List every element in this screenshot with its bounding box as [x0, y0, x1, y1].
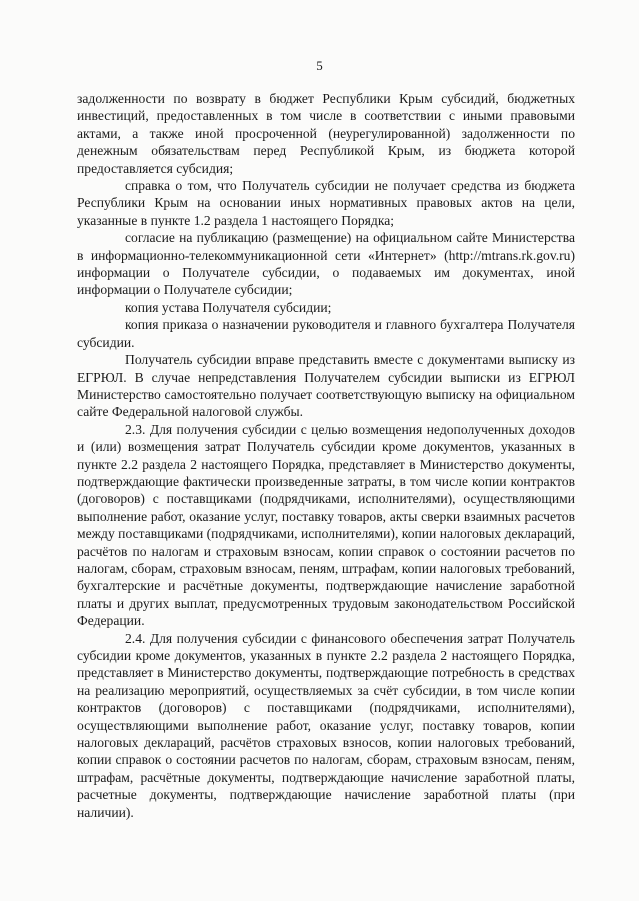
- paragraph: копия приказа о назначении руководителя и главного бухгалтера Получателя субсидии.: [77, 317, 575, 350]
- paragraph: копия устава Получателя субсидии;: [125, 299, 332, 315]
- paragraph: Получатель субсидии вправе представить вместе с документами выписку из ЕГРЮЛ. В случае непредставления Получателем субсидии выписки из ЕГРЮЛ Министерство самостоятельно получает соответствующую выписку на официальном сайте Федеральной налоговой службы.: [77, 352, 575, 420]
- paragraph: справка о том, что Получатель субсидии не получает средства из бюджета Республики Крым на основании иных нормативных правовых актов на цели, указанные в пункте 1.2 раздела 1 настоящего Порядка;: [77, 178, 575, 228]
- paragraph: согласие на публикацию (размещение) на официальном сайте Министерства в информационно-телекоммуникационной сети «Интернет» (http://mtrans.rk.gov.ru) информации о Получателе субсидии, о подаваемых им документах, иной информации о Получателе субсидии;: [77, 230, 575, 298]
- paragraph: 2.3. Для получения субсидии с целью возмещения недополученных доходов и (или) возмещения затрат Получатель субсидии кроме документов, указанных в пункте 2.2 раздела 2 настоящего Порядка, представляет в Министерство документы, подтверждающие фактически произведенные затраты, в том числе копии контрактов (договоров) с поставщиками (подрядчиками, исполнителями), осуществляющими выполнение работ, оказание услуг, поставку товаров, акты сверки взаимных расчетов между поставщиками (подрядчиками, исполнителями), копии налоговых деклараций, расчётов по налогам и страховым взносам, копии справок о состоянии расчетов по налогам, сборам, страховым взносам, пеням, штрафам, копии налоговых требований, бухгалтерские и расчётные документы, подтверждающие начисление заработной платы и других выплат, предусмотренных трудовым законодательством Российской Федерации.: [77, 421, 575, 629]
- page-number: 5: [316, 58, 323, 73]
- paragraph: 2.4. Для получения субсидии с финансового обеспечения затрат Получатель субсидии кроме документов, указанных в пункте 2.2 раздела 2 настоящего Порядка, представляет в Министерство документы, подтверждающие потребность в средствах на реализацию мероприятий, осуществляемых за счёт субсидии, в том числе копии контрактов (договоров) с поставщиками (подрядчиками, исполнителями), осуществляющими выполнение работ, оказание услуг, поставку товаров, копии налоговых деклараций, расчётов страховых взносов, копии налоговых требований, копии справок о состоянии расчетов по налогам, сборам, страховым взносам, пеням, штрафам, расчётные документы, подтверждающие начисление заработной платы, расчетные документы, подтверждающие начисление заработной платы (при наличии).: [77, 630, 575, 820]
- paragraph: задолженности по возврату в бюджет Республики Крым субсидий, бюджетных инвестиций, предоставленных в том числе в соответствии с иными правовыми актами, а также иной просроченной (неурегулированной) задолженности по денежным обязательствам перед Республикой Крым, из бюджета которой предоставляется субсидия;: [77, 91, 575, 176]
- document-body: [77, 90, 575, 821]
